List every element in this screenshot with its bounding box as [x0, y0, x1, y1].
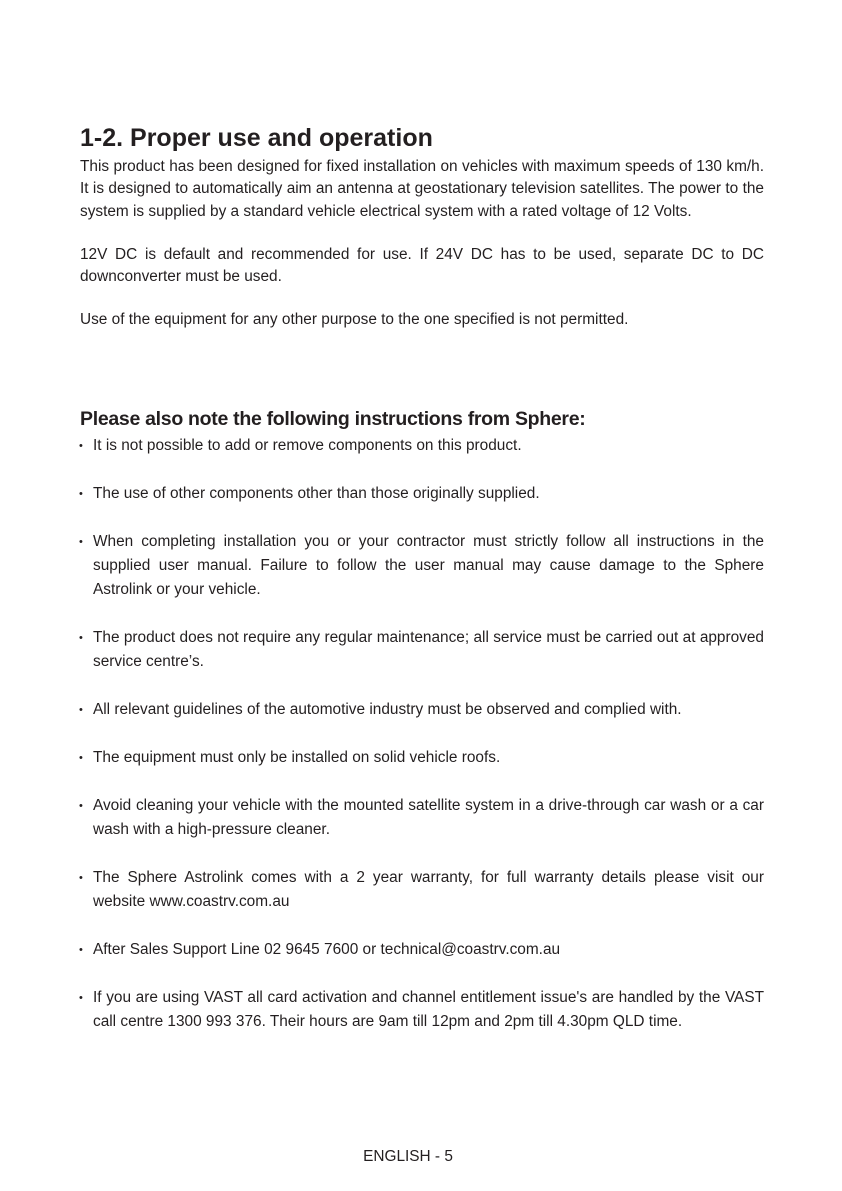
bullet-icon: • — [79, 631, 83, 644]
list-item: • If you are using VAST all card activation and channel entitlement issue's are handled by the VAST call centre 1300 993 376. Their hours are 9am till 12pm and 2pm till 4.30pm QLD time. — [80, 986, 764, 1034]
document-page — [80, 120, 764, 1034]
paragraph-permitted-use: Use of the equipment for any other purpose to the one specified is not permitted. — [80, 311, 629, 329]
notes-list — [80, 434, 764, 1034]
bullet-icon: • — [79, 943, 83, 956]
bullet-icon: • — [79, 751, 83, 764]
list-item: • After Sales Support Line 02 9645 7600 or technical@coastrv.com.au — [80, 938, 764, 962]
paragraph-product-design: This product has been designed for fixed installation on vehicles with maximum speeds of 130 km/h. It is designed to automatically aim an antenna at geostationary television satellites. The power to the system is supplied by a standard vehicle electrical system with a rated voltage of 12 Volts. — [80, 158, 764, 220]
bullet-icon: • — [79, 799, 83, 812]
bullet-icon: • — [79, 991, 83, 1004]
list-item: • The product does not require any regular maintenance; all service must be carried out at approved service centre’s. — [80, 626, 764, 674]
bullet-icon: • — [79, 535, 83, 548]
bullet-icon: • — [79, 703, 83, 716]
bullet-icon: • — [79, 871, 83, 884]
notes-heading: Please also note the following instructions from Sphere: — [80, 407, 586, 430]
list-item: • It is not possible to add or remove components on this product. — [80, 434, 764, 458]
list-item: • The equipment must only be installed on solid vehicle roofs. — [80, 746, 764, 770]
list-item: • The use of other components other than those originally supplied. — [80, 482, 764, 506]
list-item: • The Sphere Astrolink comes with a 2 year warranty, for full warranty details please visit our website www.coastrv.com.au — [80, 866, 764, 914]
list-item: • When completing installation you or your contractor must strictly follow all instructions in the supplied user manual. Failure to follow the user manual may cause damage to the Sphere Astrolink or your vehicle. — [80, 530, 764, 602]
bullet-icon: • — [79, 439, 83, 452]
page-number: ENGLISH - 5 — [363, 1148, 453, 1165]
section-title: 1-2. Proper use and operation — [80, 124, 433, 152]
bullet-icon: • — [79, 487, 83, 500]
list-item: • Avoid cleaning your vehicle with the mounted satellite system in a drive-through car wash or a car wash with a high-pressure cleaner. — [80, 794, 764, 842]
list-item: • All relevant guidelines of the automotive industry must be observed and complied with. — [80, 698, 764, 722]
paragraph-voltage: 12V DC is default and recommended for use. If 24V DC has to be used, separate DC to DC downconverter must be used. — [80, 245, 764, 286]
